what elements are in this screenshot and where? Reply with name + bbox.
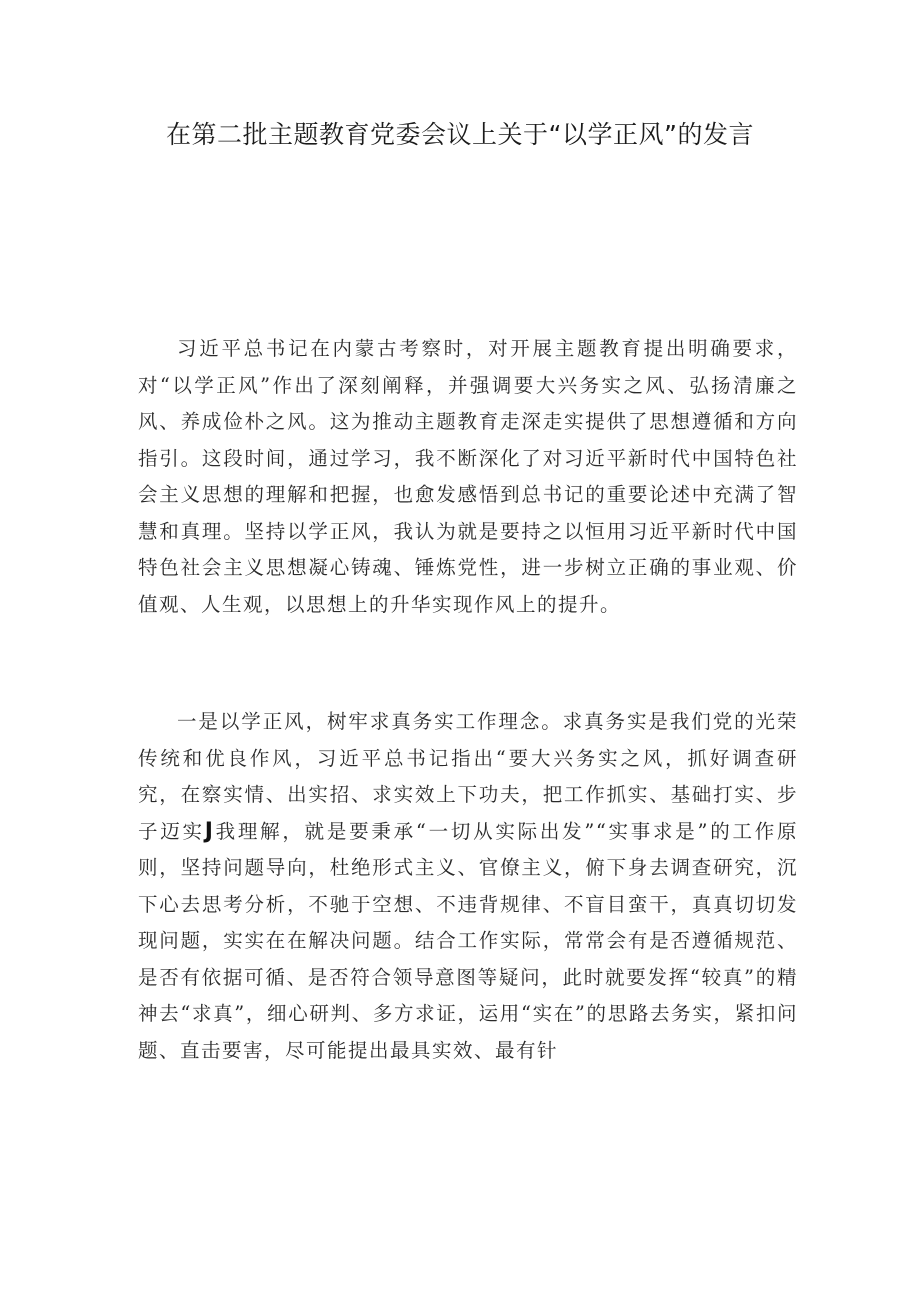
stray-glyph: J	[204, 818, 215, 844]
body-paragraph-2	[138, 704, 798, 1069]
paragraph-text-before: 一是以学正风，树牢求真务实工作理念。求真务实是我们党的光荣传统和优良作风，习近平总书记指出“要大兴务实之风，抓好调查研究，在察实情、出实招、求实效上下功夫，把工作抓实、基础打实、步子迈实	[138, 710, 798, 843]
paragraph-text-after: 我理解，就是要秉承“一切从实际出发”“实事求是”的工作原则，坚持问题导向，杜绝形式主义、官僚主义，俯下身去调查研究，沉下心去思考分析，不驰于空想、不违背规律、不盲目蛮干，真真切切发现问题，实实在在解决问题。结合工作实际，常常会有是否遵循规范、是否有依据可循、是否符合领导意图等疑问，此时就要发挥“较真”的精神去“求真”，细心研判、多方求证，运用“实在”的思路去务实，紧扣问题、直击要害，尽可能提出最具实效、最有针	[138, 819, 798, 1062]
document-title: 在第二批主题教育党委会议上关于“以学正风”的发言	[166, 120, 754, 149]
paragraph-content	[138, 704, 798, 1069]
paragraph-text: 习近平总书记在内蒙古考察时，对开展主题教育提出明确要求，对“以学正风”作出了深刻阐释，并强调要大兴务实之风、弘扬清廉之风、养成俭朴之风。这为推动主题教育走深走实提供了思想遵循和方向指引。这段时间，通过学习，我不断深化了对习近平新时代中国特色社会主义思想的理解和把握，也愈发感悟到总书记的重要论述中充满了智慧和真理。坚持以学正风，我认为就是要持之以恒用习近平新时代中国特色社会主义思想凝心铸魂、锤炼党性，进一步树立正确的事业观、价值观、人生观，以思想上的升华实现作风上的提升。	[138, 337, 798, 616]
body-paragraph-1	[138, 331, 798, 623]
